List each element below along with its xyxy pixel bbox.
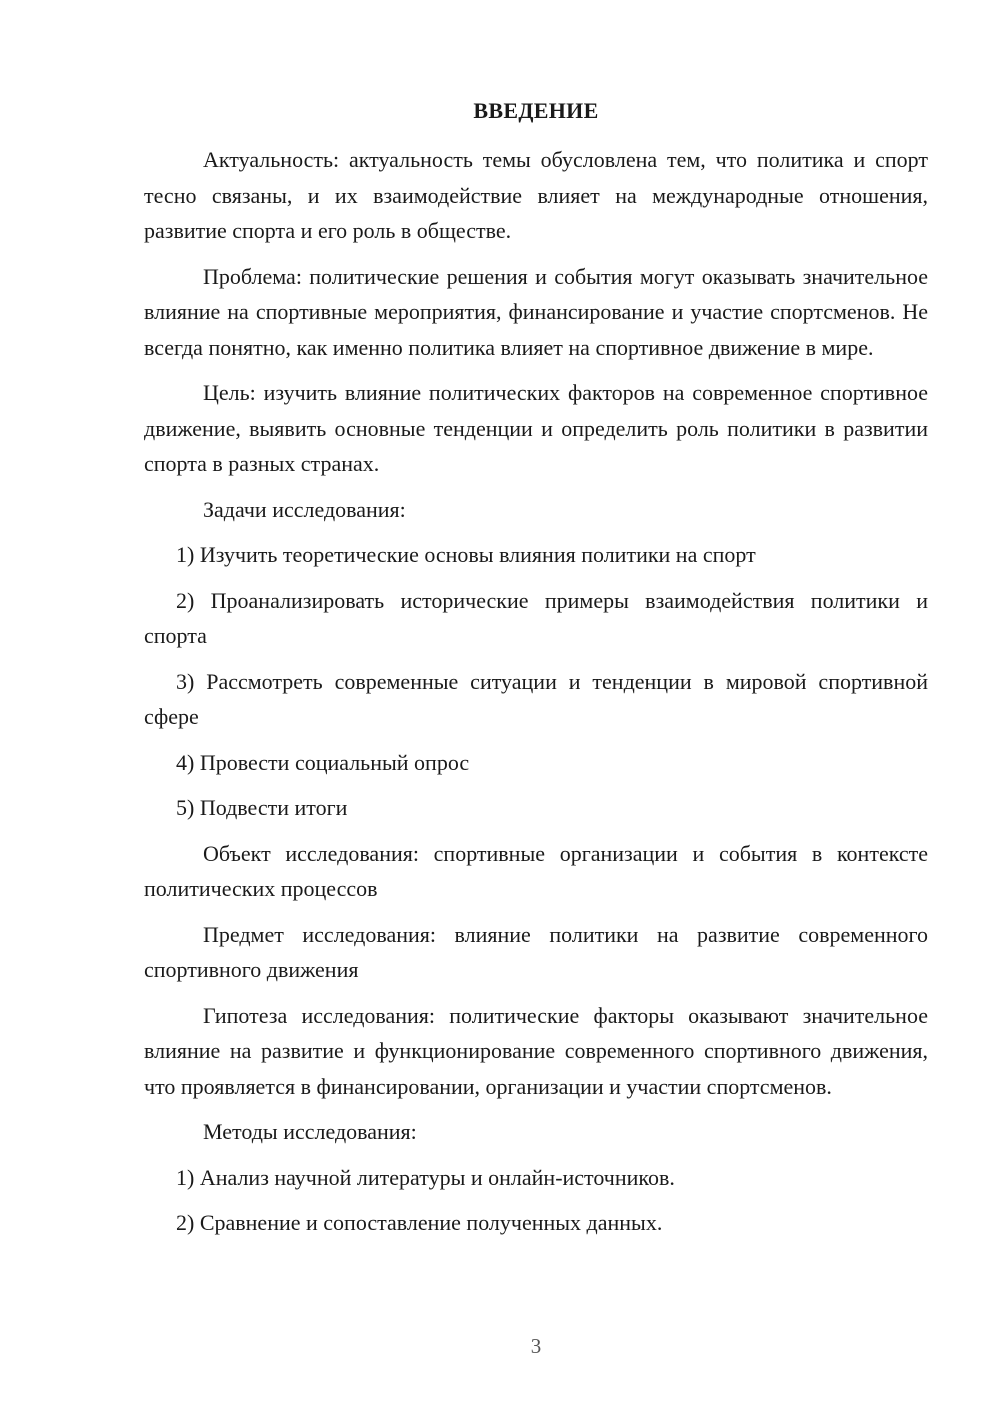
tasks-heading: Задачи исследования: [203,496,406,522]
hypothesis-paragraph: Гипотеза исследования: политические факторы оказывают значительное влияние на развитие и функционирование современного спортивного движения, что проявляется в финансировании, организации и участии спортсменов. [144,1002,928,1099]
methods-heading: Методы исследования: [203,1119,417,1144]
page-number: 3 [530,1334,542,1358]
goal-paragraph: Цель: изучить влияние политических факторов на современное спортивное движение, выявить основные тенденции и определить роль политики в развитии спорта в разных странах. [144,380,928,476]
section-body [144,142,928,1251]
task-item: 1) Изучить теоретические основы влияния политики на спорт [176,542,756,567]
section-title: ВВЕДЕНИЕ [473,98,599,123]
method-item: 2) Сравнение и сопоставление полученных данных. [176,1210,663,1235]
problem-paragraph: Проблема: политические решения и события могут оказывать значительное влияние на спортивные мероприятия, финансирование и участие спортсменов. Не всегда понятно, как именно политика влияет на спортивное движение в мире. [144,263,928,360]
subject-paragraph: Предмет исследования: влияние политики на развитие современного спортивного движения [144,921,928,982]
task-item: 4) Провести социальный опрос [176,749,470,775]
method-item: 1) Анализ научной литературы и онлайн-источников. [176,1164,675,1190]
task-item: 2) Проанализировать исторические примеры взаимодействия политики и спорта [144,587,928,648]
relevance-paragraph: Актуальность: актуальность темы обусловлена тем, что политика и спорт тесно связаны, и их взаимодействие влияет на международные отношения, развитие спорта и его роль в обществе. [144,147,928,243]
task-item: 5) Подвести итоги [176,795,348,820]
task-item: 3) Рассмотреть современные ситуации и тенденции в мировой спортивной сфере [144,668,928,729]
object-paragraph: Объект исследования: спортивные организации и события в контексте политических процессов [144,840,928,901]
